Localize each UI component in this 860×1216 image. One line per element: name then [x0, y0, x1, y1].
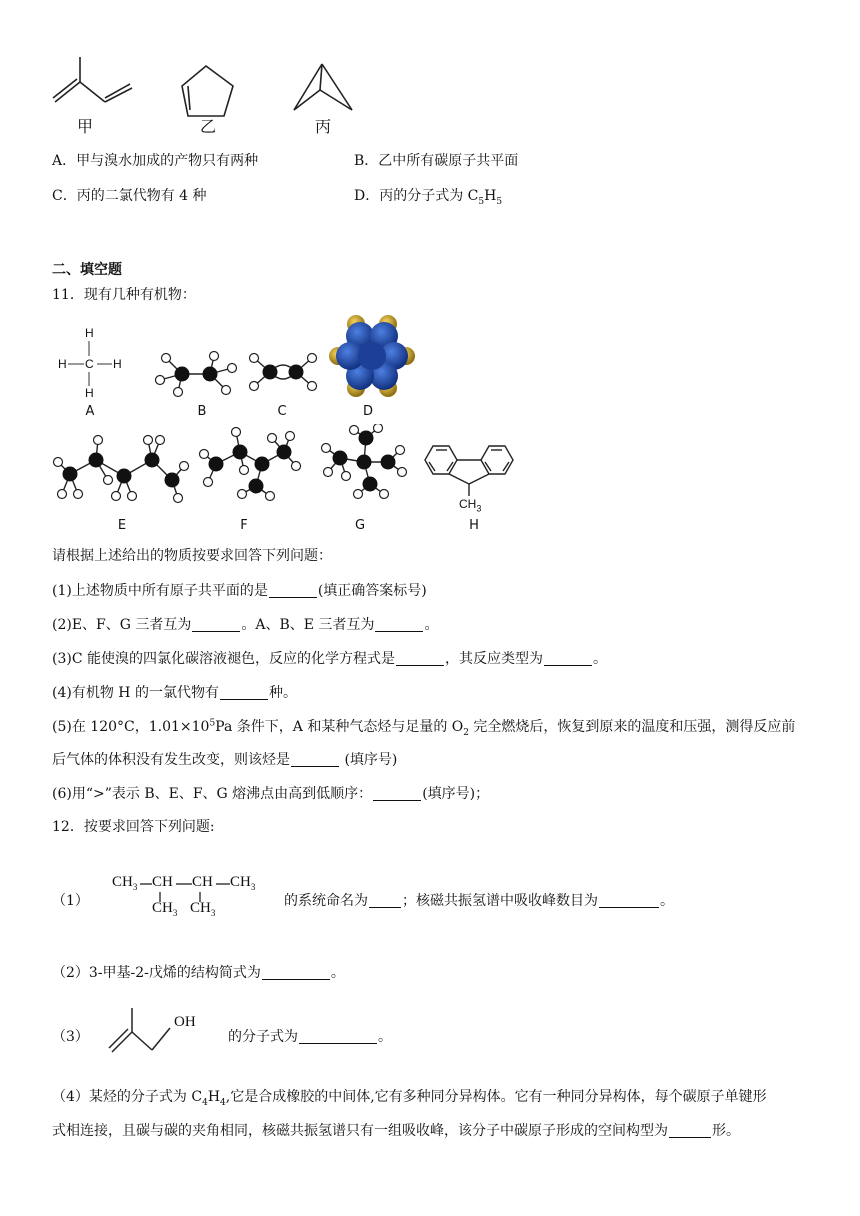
answer-blank[interactable]: [599, 893, 659, 908]
option-d: D．丙的分子式为 $C_5H_5$: [354, 188, 503, 207]
q12-sub1-text: 的系统命名为 ；核磁共振氢谱中吸收峰数目为 。: [284, 893, 674, 909]
label-g: G: [354, 518, 366, 533]
q12-intro: 12．按要求回答下列问题:: [52, 819, 215, 835]
bicyclo-structure: [290, 60, 360, 116]
answer-blank[interactable]: [373, 786, 421, 801]
label-c: C: [277, 404, 287, 419]
section-title: 二、填空题: [52, 262, 122, 278]
option-a: A．甲与溴水加成的产物只有两种: [52, 153, 259, 169]
answer-blank[interactable]: [544, 651, 592, 666]
answer-blank[interactable]: [369, 893, 401, 908]
methylallyl-alcohol-structure: [108, 1006, 178, 1056]
q11-part5-line1: (5)在 120°C，$1.01\times 10^5Pa$ 条件下，A 和某种气态烃与足量的 $O_2$ 完全燃烧后，恢复到原来的温度和压强，测得反应前: [52, 718, 796, 738]
ethane-model: [152, 350, 237, 400]
molecule-e-model: [48, 428, 190, 506]
molecule-g-model: [318, 424, 408, 504]
answer-blank[interactable]: [299, 1029, 377, 1044]
methane-structure: H H C H H: [58, 326, 122, 400]
q12-sub1-num: （1）: [52, 893, 89, 909]
q12-sub3-num: （3）: [52, 1029, 89, 1045]
q11-prompt: 请根据上述给出的物质按要求回答下列问题：: [52, 548, 332, 564]
answer-blank[interactable]: [192, 617, 240, 632]
label-jia: 甲: [76, 117, 93, 136]
ethylene-model: [244, 348, 324, 396]
answer-blank[interactable]: [669, 1123, 711, 1138]
answer-blank[interactable]: [220, 685, 268, 700]
dimethylbutane-formula: $CH_3$ CH CH $CH_3$ $CH_3$ $CH_3$: [112, 874, 256, 918]
q11-part4: (4)有机物 H 的一氯代物有 种。: [52, 685, 297, 701]
label-e: E: [117, 518, 127, 533]
label-h: H: [469, 518, 479, 533]
q11-intro: 11．现有几种有机物：: [52, 287, 196, 303]
label-b: B: [197, 404, 207, 419]
methylfluorene-structure: [415, 438, 523, 498]
cyclopentene-structure: [178, 62, 240, 122]
q11-part2: (2)E、F、G 三者互为 。A、B、E 三者互为 。: [52, 617, 439, 633]
answer-blank[interactable]: [269, 583, 317, 598]
molecule-f-model: [198, 424, 306, 504]
q11-part1: (1)上述物质中所有原子共平面的是 (填正确答案标号): [52, 583, 427, 599]
option-b: B．乙中所有碳原子共平面: [354, 153, 519, 169]
answer-blank[interactable]: [262, 965, 330, 980]
answer-blank[interactable]: [375, 617, 423, 632]
q12-sub4-line2: 式相连接，且碳与碳的夹角相同，核磁共振氢谱只有一组吸收峰，该分子中碳原子形成的空间构型为 形。: [52, 1123, 740, 1139]
label-d: D: [362, 404, 373, 419]
label-a: A: [85, 404, 95, 419]
q11-part6: (6)用“>”表示 B、E、F、G 熔沸点由高到低顺序： (填序号)；: [52, 786, 490, 802]
q12-sub3-text: 的分子式为 。: [228, 1029, 392, 1045]
q11-part3: (3)C 能使溴的四氯化碳溶液褪色，反应的化学方程式是 ，其反应类型为 。: [52, 651, 607, 667]
answer-blank[interactable]: [291, 752, 339, 767]
label-bing: 丙: [314, 117, 331, 136]
option-c: C．丙的二氯代物有 4 种: [52, 188, 207, 204]
benzene-spacefill-model: [328, 312, 416, 400]
isoprene-structure: [50, 52, 140, 112]
q11-part5-line2: 后气体的体积没有发生改变，则该烃是 (填序号): [52, 752, 398, 768]
q12-sub2: （2）3-甲基-2-戊烯的结构简式为 。: [52, 965, 345, 981]
label-yi: 乙: [199, 117, 216, 136]
q12-sub4-line1: （4）某烃的分子式为 $C_4H_4$,它是合成橡胶的中间体,它有多种同分异构体。它有一种同分异构体，每个碳原子单键形: [52, 1089, 767, 1108]
label-f: F: [240, 518, 248, 533]
oh-label: OH: [174, 1014, 196, 1030]
h-methyl-label: $CH_3$: [459, 497, 482, 514]
answer-blank[interactable]: [396, 651, 444, 666]
